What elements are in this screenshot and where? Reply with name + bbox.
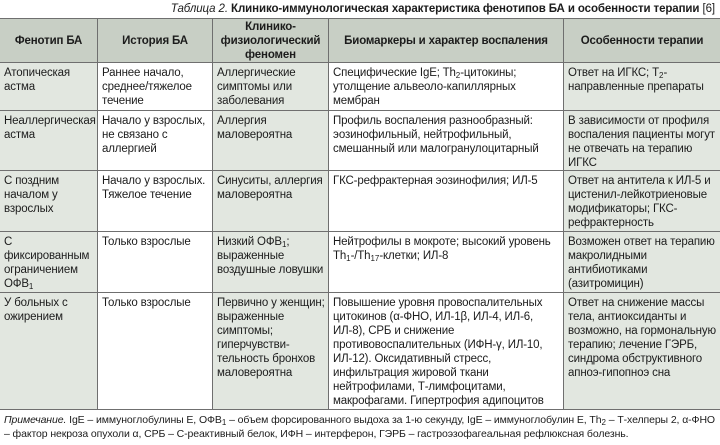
header-label: Биомаркеры и характер воспаления bbox=[344, 34, 548, 47]
header-phenomenon bbox=[213, 19, 329, 63]
cell-text: Аллергические симптомы или заболевания bbox=[217, 67, 296, 107]
cell-text: Раннее начало, среднее/тяжелое течение bbox=[102, 67, 192, 107]
row-3-biomarkers-cell bbox=[329, 171, 564, 232]
header-history bbox=[98, 19, 213, 63]
cell-text: Начало у взрослых, не связано с аллергией bbox=[102, 115, 206, 155]
row-4-phenomenon-cell bbox=[213, 232, 329, 293]
cell-text: -клетки; ИЛ-8 bbox=[379, 250, 449, 262]
cell-text: Низкий ОФВ bbox=[217, 236, 282, 248]
subscript: 17 bbox=[370, 254, 380, 263]
cell-text: Ответ на снижение массы тела, антиоксиданты и возможно, на гормональную терапию; лечение ГЭРБ, синдрома обструктивного апноэ-гипопноэ сна bbox=[568, 297, 716, 379]
cell-text: Только взрослые bbox=[102, 297, 191, 309]
cell-text: Начало у взрослых. Тяжелое течение bbox=[102, 175, 206, 201]
row-2-phenotype-cell bbox=[0, 111, 98, 171]
cell-text: С поздним началом у взрослых bbox=[4, 175, 60, 215]
cell-text: Неаллергическая астма bbox=[4, 115, 96, 141]
header-label: Особенности терапии bbox=[580, 34, 704, 47]
cell-text: Ответ на антитела к ИЛ-5 и цистенил-лейкотриеновые модификаторы; ГКС-рефрактерность bbox=[568, 175, 711, 229]
row-5-phenotype-cell bbox=[0, 293, 98, 410]
row-5-biomarkers-cell bbox=[329, 293, 564, 410]
cell-text: -цитокины; утолщение альвеоло-капиллярных мембран bbox=[333, 67, 517, 107]
row-2-phenomenon-cell bbox=[213, 111, 329, 171]
row-3-phenomenon-cell bbox=[213, 171, 329, 232]
header-label: Клинико-физиологический феномен bbox=[220, 20, 321, 61]
row-5-therapy-cell bbox=[564, 293, 720, 410]
row-3-phenotype-cell bbox=[0, 171, 98, 232]
header-therapy bbox=[564, 19, 720, 63]
cell-text: У больных с ожирением bbox=[4, 297, 68, 323]
caption-title: Клинико-иммунологическая характеристика фенотипов БА и особенности терапии bbox=[231, 3, 700, 15]
row-1-phenomenon-cell bbox=[213, 63, 329, 111]
caption-label: Таблица 2. bbox=[170, 3, 228, 15]
header-label: Фенотип БА bbox=[14, 34, 83, 47]
row-3-therapy-cell bbox=[564, 171, 720, 232]
cell-text: Ответ на ИГКС; T bbox=[568, 67, 659, 79]
table-footnote bbox=[0, 410, 720, 445]
footnote-label: Примечание. bbox=[4, 414, 67, 426]
cell-text: ГКС-рефрактерная эозинофилия; ИЛ-5 bbox=[333, 175, 538, 187]
row-2-history-cell bbox=[98, 111, 213, 171]
header-phenotype bbox=[0, 19, 98, 63]
cell-text: – объем форсированного выдоха за 1-ю секунду, IgE – иммуноглобулин Е, Th bbox=[226, 414, 602, 426]
cell-text: Атопическая астма bbox=[4, 67, 70, 93]
cell-text: Профиль воспаления разнообразный: эозинофильный, нейтрофильный, смешанный или малогранулоцитарный bbox=[333, 115, 539, 155]
subscript: 1 bbox=[221, 418, 227, 427]
subscript: 2 bbox=[455, 71, 461, 80]
row-4-biomarkers-cell bbox=[329, 232, 564, 293]
row-1-therapy-cell bbox=[564, 63, 720, 111]
cell-text: Нейтрофилы в мокроте; высокий уровень Th bbox=[333, 236, 551, 262]
subscript: 1 bbox=[346, 254, 351, 263]
subscript: 2 bbox=[601, 418, 606, 427]
cell-text: – Т-хелперы 2, α-ФНО – фактор некроза опухоли α, СРБ – С-реактивный белок, ИФН – интерферон, ГЭРБ – гастроэзофагеальная рефлюксная болезнь. bbox=[4, 414, 715, 440]
cell-text: Аллергия маловероятна bbox=[217, 115, 293, 141]
table-caption bbox=[0, 0, 720, 18]
cell-text: С фиксированным ограничением ОФВ bbox=[4, 236, 90, 290]
subscript: 2 bbox=[659, 71, 664, 80]
row-5-phenomenon-cell bbox=[213, 293, 329, 410]
row-4-history-cell bbox=[98, 232, 213, 293]
row-1-history-cell bbox=[98, 63, 213, 111]
cell-text: ; выраженные воздушные ловушки bbox=[217, 236, 324, 276]
cell-text: Первично у женщин; выраженные симптомы; гиперчувствительность бронхов маловероятна bbox=[217, 297, 325, 379]
row-2-therapy-cell bbox=[564, 111, 720, 171]
subscript: 1 bbox=[281, 240, 287, 249]
cell-text: Только взрослые bbox=[102, 236, 191, 248]
cell-text: Повышение уровня провоспалительных цитокинов (α-ФНО, ИЛ-1β, ИЛ-4, ИЛ-6, ИЛ-8), СРБ и снижение противовоспалительных (ИФН-γ, ИЛ-10, ИЛ-12). Оксидативный стресс, инфильтрация жировой ткани нейтрофилами, Т-лимфоцитами, макрофагами. Гипертрофия адипоцитов bbox=[333, 297, 544, 407]
cell-text: IgE – иммуноглобулины Е, ОФВ bbox=[69, 414, 222, 426]
row-1-biomarkers-cell bbox=[329, 63, 564, 111]
row-3-history-cell bbox=[98, 171, 213, 232]
phenotype-table bbox=[0, 18, 720, 410]
subscript: 1 bbox=[28, 282, 34, 291]
row-4-therapy-cell bbox=[564, 232, 720, 293]
header-label: История БА bbox=[122, 34, 188, 47]
row-5-history-cell bbox=[98, 293, 213, 410]
cell-text: Специфические IgE; Th bbox=[333, 67, 456, 79]
header-biomarkers bbox=[329, 19, 564, 63]
row-1-phenotype-cell bbox=[0, 63, 98, 111]
row-4-phenotype-cell bbox=[0, 232, 98, 293]
cell-text: В зависимости от профиля воспаления пациенты могут не отвечать на терапию ИГКС bbox=[568, 115, 715, 169]
cell-text: Возможен ответ на терапию макролидными антибиотиками (азитромицин) bbox=[568, 236, 715, 290]
row-2-biomarkers-cell bbox=[329, 111, 564, 171]
cell-text: -направленные препараты bbox=[568, 67, 704, 93]
caption-reference: [6] bbox=[702, 3, 715, 15]
cell-text: -/Th bbox=[350, 250, 371, 262]
cell-text: Синуситы, аллергия маловероятна bbox=[217, 175, 323, 201]
